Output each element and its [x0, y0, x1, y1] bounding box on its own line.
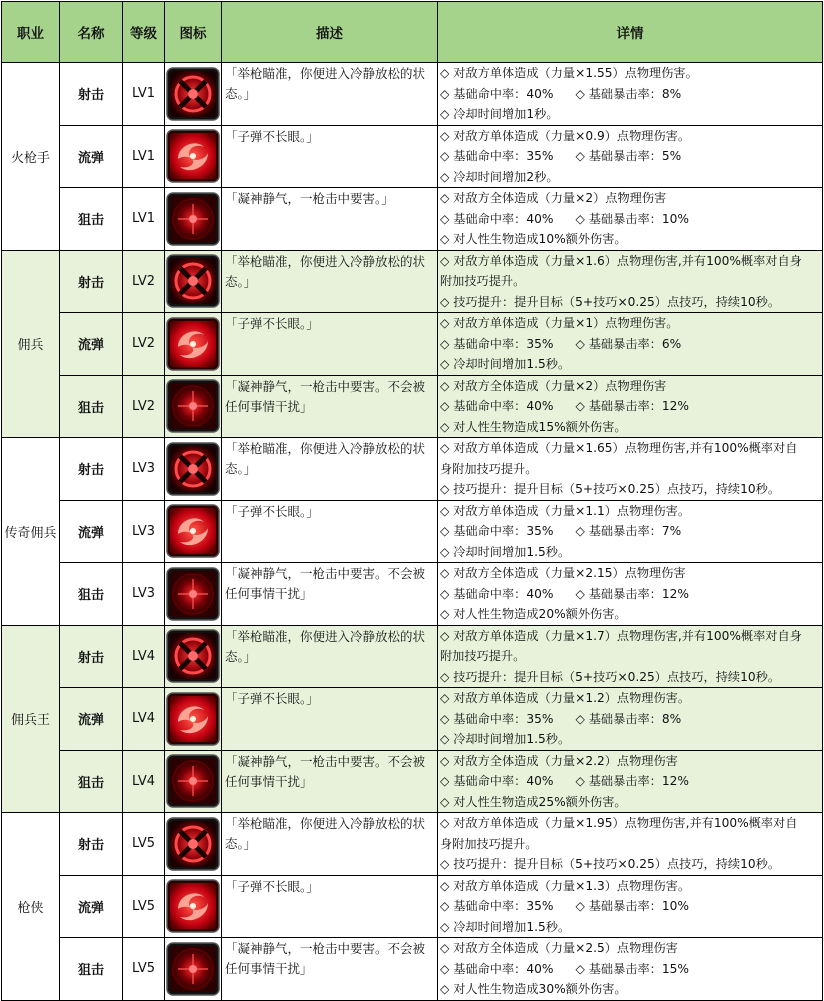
skill-level: LV4	[123, 750, 165, 813]
detail-line: ◇ 对敌方单体造成（力量×1.65）点物理伤害,并有100%概率对自	[440, 441, 798, 455]
table-row	[2, 500, 823, 563]
skill-name: 射击	[60, 813, 123, 876]
header-icon: 图标	[165, 2, 222, 63]
table-row	[2, 375, 823, 438]
swirl-icon	[166, 879, 220, 933]
swirl-icon	[166, 504, 220, 558]
detail-line: ◇ 技巧提升：提升目标（5+技巧×0.25）点技巧，持续10秒。	[440, 669, 781, 684]
skill-name: 流弹	[60, 688, 123, 751]
detail-hit-rate: ◇ 基础命中率：40%	[440, 774, 554, 788]
detail-line: ◇ 技巧提升：提升目标（5+技巧×0.25）点技巧，持续10秒。	[440, 294, 781, 309]
detail-line: ◇ 冷却时间增加1.5秒。	[440, 732, 571, 746]
skill-description: 「凝神静气，一枪击中要害。不会被任何事情干扰」	[222, 938, 438, 1001]
detail-line: ◇ 对敌方单体造成（力量×0.9）点物理伤害。	[440, 128, 691, 143]
detail-crit-rate: ◇ 基础暴击率：5%	[575, 149, 682, 163]
job-cell: 火枪手	[2, 63, 60, 251]
detail-hit-rate: ◇ 基础命中率：40%	[440, 961, 554, 976]
skill-icon-cell	[165, 938, 222, 1001]
skill-icon-cell	[165, 250, 222, 313]
skill-icon-cell	[165, 625, 222, 688]
scope-icon	[166, 942, 220, 996]
detail-crit-rate: ◇ 基础暴击率：8%	[575, 711, 682, 726]
scope-icon	[166, 379, 220, 433]
table-row	[2, 563, 823, 626]
skill-icon-cell	[165, 563, 222, 626]
table-row	[2, 250, 823, 313]
table-row	[2, 938, 823, 1001]
detail-crit-rate: ◇ 基础暴击率：10%	[575, 899, 689, 913]
skill-level: LV4	[123, 625, 165, 688]
detail-hit-rate: ◇ 基础命中率：40%	[440, 399, 554, 413]
detail-crit-rate: ◇ 基础暴击率：12%	[575, 399, 689, 413]
detail-line: ◇ 冷却时间增加2秒。	[440, 169, 559, 184]
detail-line	[440, 334, 820, 355]
detail-crit-rate: ◇ 基础暴击率：10%	[575, 211, 689, 226]
detail-line: ◇ 冷却时间增加1.5秒。	[440, 544, 571, 559]
skill-description: 「子弹不长眼。」	[222, 125, 438, 188]
detail-line: ◇ 对敌方单体造成（力量×1.6）点物理伤害,并有100%概率对自身	[440, 253, 802, 268]
table-row	[2, 875, 823, 938]
skill-level: LV3	[123, 500, 165, 563]
detail-line: ◇ 冷却时间增加1.5秒。	[440, 919, 571, 934]
skill-description: 「举枪瞄准，你便进入冷静放松的状态。」	[222, 813, 438, 876]
detail-line: ◇ 对人性生物造成20%额外伤害。	[440, 607, 627, 621]
detail-line	[440, 771, 820, 792]
skill-level: LV2	[123, 375, 165, 438]
detail-crit-rate: ◇ 基础暴击率：15%	[575, 961, 689, 976]
detail-crit-rate: ◇ 基础暴击率：12%	[575, 586, 689, 601]
skill-icon-cell	[165, 125, 222, 188]
skill-name: 射击	[60, 625, 123, 688]
detail-line: ◇ 对人性生物造成15%额外伤害。	[440, 419, 627, 434]
crosshair-ring-icon	[166, 67, 220, 121]
scope-icon	[166, 192, 220, 246]
detail-hit-rate: ◇ 基础命中率：35%	[440, 149, 554, 163]
skill-icon-cell	[165, 688, 222, 751]
detail-line: ◇ 对敌方单体造成（力量×1.3）点物理伤害。	[440, 878, 691, 893]
skill-level: LV1	[123, 188, 165, 251]
skill-level: LV3	[123, 563, 165, 626]
skill-detail	[438, 938, 823, 1001]
skill-level: LV5	[123, 875, 165, 938]
skill-name: 流弹	[60, 500, 123, 563]
detail-line: ◇ 对人性生物造成30%额外伤害。	[440, 982, 627, 996]
detail-line: ◇ 技巧提升：提升目标（5+技巧×0.25）点技巧，持续10秒。	[440, 857, 781, 871]
table-row	[2, 813, 823, 876]
skill-description: 「凝神静气，一枪击中要害。不会被任何事情干扰」	[222, 750, 438, 813]
swirl-icon	[166, 692, 220, 746]
header-level: 等级	[123, 2, 165, 63]
job-cell: 佣兵王	[2, 625, 60, 813]
header-row	[2, 2, 823, 63]
table-body	[2, 63, 823, 1001]
skill-detail	[438, 563, 823, 626]
detail-crit-rate: ◇ 基础暴击率：8%	[575, 86, 682, 101]
skill-detail	[438, 188, 823, 251]
detail-hit-rate: ◇ 基础命中率：35%	[440, 711, 554, 726]
detail-crit-rate: ◇ 基础暴击率：12%	[575, 774, 689, 788]
scope-icon	[166, 567, 220, 621]
skill-detail	[438, 313, 823, 376]
crosshair-ring-icon	[166, 629, 220, 683]
skill-description: 「举枪瞄准，你便进入冷静放松的状态。」	[222, 250, 438, 313]
detail-hit-rate: ◇ 基础命中率：35%	[440, 336, 554, 351]
skill-detail	[438, 688, 823, 751]
detail-line	[440, 709, 820, 730]
detail-line	[440, 84, 820, 105]
detail-line	[440, 209, 820, 230]
skill-table	[1, 1, 823, 1001]
detail-line: ◇ 对敌方单体造成（力量×1.55）点物理伤害。	[440, 66, 698, 80]
skill-detail	[438, 750, 823, 813]
detail-line: ◇ 对敌方单体造成（力量×1.1）点物理伤害。	[440, 503, 691, 518]
skill-description: 「子弹不长眼。」	[222, 875, 438, 938]
swirl-icon	[166, 129, 220, 183]
crosshair-ring-icon	[166, 817, 220, 871]
skill-level: LV1	[123, 63, 165, 126]
skill-icon-cell	[165, 313, 222, 376]
swirl-icon	[166, 317, 220, 371]
skill-icon-cell	[165, 188, 222, 251]
detail-line: ◇ 技巧提升：提升目标（5+技巧×0.25）点技巧，持续10秒。	[440, 482, 781, 496]
detail-line	[440, 584, 820, 605]
skill-level: LV5	[123, 813, 165, 876]
skill-detail	[438, 625, 823, 688]
detail-crit-rate: ◇ 基础暴击率：7%	[575, 524, 682, 538]
detail-hit-rate: ◇ 基础命中率：40%	[440, 586, 554, 601]
job-cell: 枪侠	[2, 813, 60, 1001]
detail-line: ◇ 对人性生物造成25%额外伤害。	[440, 794, 627, 809]
skill-name: 流弹	[60, 875, 123, 938]
skill-detail	[438, 813, 823, 876]
skill-level: LV3	[123, 438, 165, 501]
detail-line: 身附加技巧提升。	[440, 461, 538, 476]
detail-line: ◇ 对敌方全体造成（力量×2）点物理伤害	[440, 191, 667, 205]
detail-line: ◇ 对敌方全体造成（力量×2.5）点物理伤害	[440, 941, 678, 955]
skill-description: 「举枪瞄准，你便进入冷静放松的状态。」	[222, 625, 438, 688]
detail-hit-rate: ◇ 基础命中率：35%	[440, 899, 554, 913]
detail-line: ◇ 对敌方单体造成（力量×1.95）点物理伤害,并有100%概率对自	[440, 816, 798, 830]
detail-line	[440, 396, 820, 417]
skill-name: 流弹	[60, 313, 123, 376]
skill-name: 狙击	[60, 938, 123, 1001]
detail-crit-rate: ◇ 基础暴击率：6%	[575, 336, 682, 351]
table-row	[2, 125, 823, 188]
scope-icon	[166, 754, 220, 808]
skill-level: LV2	[123, 250, 165, 313]
skill-description: 「凝神静气，一枪击中要害。不会被任何事情干扰」	[222, 375, 438, 438]
skill-icon-cell	[165, 813, 222, 876]
detail-line: 附加技巧提升。	[440, 649, 526, 663]
skill-icon-cell	[165, 438, 222, 501]
skill-name: 狙击	[60, 563, 123, 626]
skill-detail	[438, 250, 823, 313]
skill-description: 「凝神静气，一枪击中要害。」	[222, 188, 438, 251]
skill-level: LV5	[123, 938, 165, 1001]
detail-line: ◇ 冷却时间增加1.5秒。	[440, 357, 571, 371]
crosshair-ring-icon	[166, 254, 220, 308]
header-detail: 详情	[438, 2, 823, 63]
detail-line: 身附加技巧提升。	[440, 836, 538, 851]
detail-line	[440, 959, 820, 980]
detail-line	[440, 146, 820, 167]
skill-description: 「子弹不长眼。」	[222, 313, 438, 376]
table-row	[2, 188, 823, 251]
skill-name: 狙击	[60, 750, 123, 813]
skill-name: 射击	[60, 250, 123, 313]
table-row	[2, 438, 823, 501]
detail-line: ◇ 对敌方单体造成（力量×1.7）点物理伤害,并有100%概率对自身	[440, 628, 802, 643]
table-row	[2, 63, 823, 126]
detail-line: ◇ 对敌方全体造成（力量×2.15）点物理伤害	[440, 566, 686, 580]
detail-line: ◇ 冷却时间增加1秒。	[440, 107, 559, 121]
table-row	[2, 313, 823, 376]
skill-description: 「子弹不长眼。」	[222, 688, 438, 751]
detail-line	[440, 896, 820, 917]
detail-line	[440, 521, 820, 542]
table-row	[2, 750, 823, 813]
skill-name: 射击	[60, 63, 123, 126]
skill-detail	[438, 63, 823, 126]
skill-detail	[438, 125, 823, 188]
detail-hit-rate: ◇ 基础命中率：35%	[440, 524, 554, 538]
crosshair-ring-icon	[166, 442, 220, 496]
header-name: 名称	[60, 2, 123, 63]
detail-line: ◇ 对敌方单体造成（力量×1.2）点物理伤害。	[440, 691, 691, 705]
skill-detail	[438, 500, 823, 563]
job-cell: 佣兵	[2, 250, 60, 438]
skill-level: LV1	[123, 125, 165, 188]
skill-name: 射击	[60, 438, 123, 501]
skill-description: 「举枪瞄准，你便进入冷静放松的状态。」	[222, 438, 438, 501]
skill-description: 「凝神静气，一枪击中要害。不会被任何事情干扰」	[222, 563, 438, 626]
detail-line: ◇ 对敌方单体造成（力量×1）点物理伤害。	[440, 316, 679, 330]
skill-detail	[438, 438, 823, 501]
skill-icon-cell	[165, 63, 222, 126]
skill-icon-cell	[165, 750, 222, 813]
skill-name: 狙击	[60, 188, 123, 251]
skill-level: LV4	[123, 688, 165, 751]
detail-hit-rate: ◇ 基础命中率：40%	[440, 211, 554, 226]
table-row	[2, 625, 823, 688]
skill-detail	[438, 375, 823, 438]
detail-line: ◇ 对敌方全体造成（力量×2）点物理伤害	[440, 378, 667, 393]
skill-level: LV2	[123, 313, 165, 376]
header-desc: 描述	[222, 2, 438, 63]
job-cell: 传奇佣兵	[2, 438, 60, 626]
skill-description: 「子弹不长眼。」	[222, 500, 438, 563]
header-job: 职业	[2, 2, 60, 63]
skill-icon-cell	[165, 875, 222, 938]
skill-name: 流弹	[60, 125, 123, 188]
skill-icon-cell	[165, 500, 222, 563]
skill-detail	[438, 875, 823, 938]
skill-description: 「举枪瞄准，你便进入冷静放松的状态。」	[222, 63, 438, 126]
skill-icon-cell	[165, 375, 222, 438]
detail-hit-rate: ◇ 基础命中率：40%	[440, 86, 554, 101]
detail-line: 附加技巧提升。	[440, 274, 526, 288]
detail-line: ◇ 对人性生物造成10%额外伤害。	[440, 232, 627, 246]
detail-line: ◇ 对敌方全体造成（力量×2.2）点物理伤害	[440, 753, 678, 768]
table-row	[2, 688, 823, 751]
skill-name: 狙击	[60, 375, 123, 438]
